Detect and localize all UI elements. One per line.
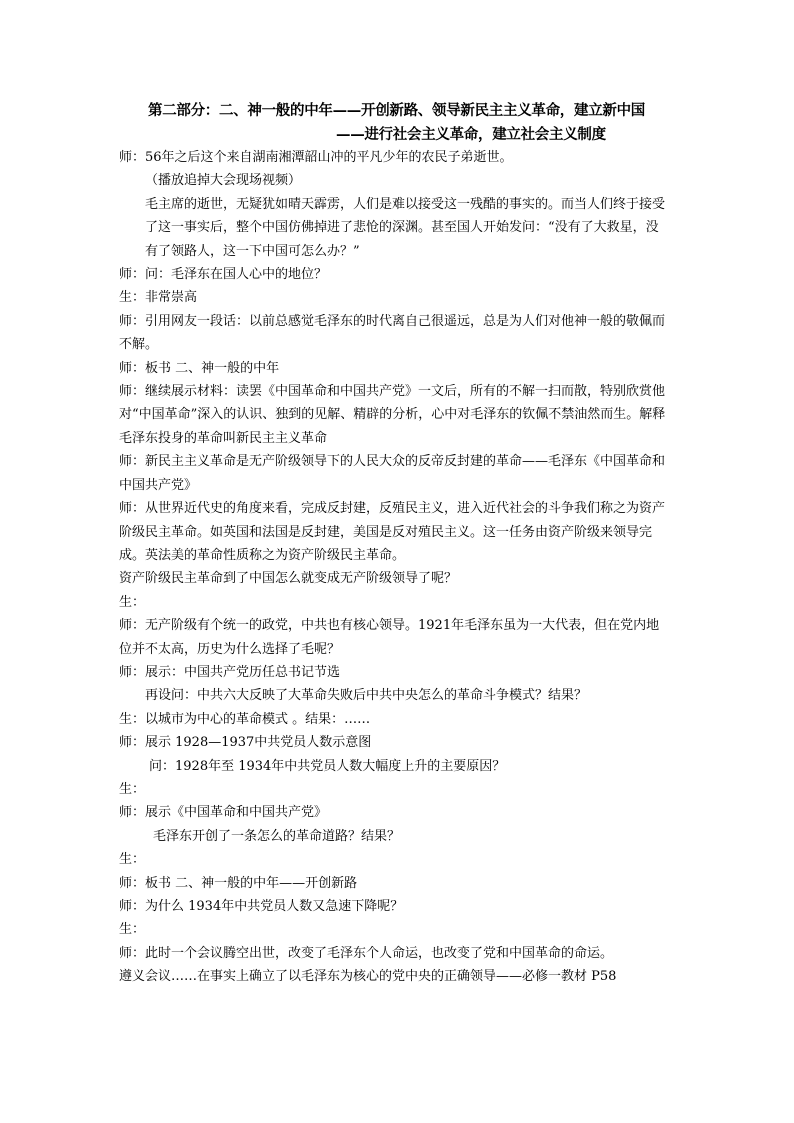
document-body [119, 146, 671, 989]
paragraph: 师：板书 二、神一般的中年——开创新路 [119, 875, 358, 891]
paragraph: 生： [119, 852, 146, 868]
paragraph: 毛主席的逝世，无疑犹如晴天霹雳，人们是难以接受这一残酷的事实的。而当人们终于接受了这一事实后，整个中国仿佛掉进了悲怆的深渊。甚至国人开始发问：“没有了大救星，没有了领路人，这一下中国可怎么办？” [145, 196, 666, 259]
paragraph: 师：56年之后这个来自湖南湘潭韶山冲的平凡少年的农民子弟逝世。 [119, 150, 513, 165]
paragraph: 生： [119, 594, 146, 610]
paragraph: 遵义会议……在事实上确立了以毛泽东为核心的党中央的正确领导——必修一教材 P58 [119, 969, 617, 985]
paragraph: （播放追掉大会现场视频） [145, 173, 302, 189]
paragraph: 师：此时一个会议腾空出世，改变了毛泽东个人命运，也改变了党和中国革命的命运。 [119, 945, 614, 961]
paragraph: 师：板书 二、神一般的中年 [119, 360, 280, 376]
paragraph: 师：为什么 1934年中共党员人数又急速下降呢？ [119, 899, 404, 914]
section-title-line-1: 第二部分：二、神一般的中年——开创新路、领导新民主主义革命，建立新中国 [148, 102, 645, 119]
paragraph: 师：无产阶级有个统一的政党，中共也有核心领导。1921年毛泽东虽为一大代表，但在党内地位并不太高，历史为什么选择了毛呢？ [119, 618, 660, 657]
paragraph: 再设问：中共六大反映了大革命失败后中共中央怎么的革命斗争模式？结果？ [145, 688, 588, 704]
paragraph: 师：继续展示材料：读罢《中国革命和中国共产党》一文后，所有的不解一扫而散，特别欣赏他对“中国革命”深入的认识、独到的见解、精辟的分析，心中对毛泽东的钦佩不禁油然而生。解释毛泽东投身的革命叫新民主主义革命 [119, 384, 666, 446]
paragraph: 生： [119, 781, 146, 797]
paragraph: 师：新民主主义革命是无产阶级领导下的人民大众的反帝反封建的革命——毛泽东《中国革命和中国共产党》 [119, 454, 666, 493]
paragraph: 生：非常崇高 [119, 290, 198, 306]
paragraph: 师：问：毛泽东在国人心中的地位？ [119, 267, 328, 283]
paragraph: 问：1928年至 1934年中共党员人数大幅度上升的主要原因？ [149, 758, 506, 774]
paragraph: 师：展示《中国革命和中国共产党》 [119, 805, 328, 821]
paragraph: 生： [119, 922, 146, 938]
paragraph: 师：从世界近代史的角度来看，完成反封建，反殖民主义，进入近代社会的斗争我们称之为资产阶级民主革命。如英国和法国是反封建，美国是反对殖民主义。这一任务由资产阶级来领导完成。英法美的革命性质称之为资产阶级民主革命。 [119, 501, 666, 563]
paragraph: 资产阶级民主革命到了中国怎么就变成无产阶级领导了呢？ [119, 571, 458, 587]
paragraph: 毛泽东开创了一条怎么的革命道路？结果？ [153, 828, 401, 844]
paragraph: 师：引用网友一段话：以前总感觉毛泽东的时代离自己很遥远，总是为人们对他神一般的敬佩而不解。 [119, 313, 666, 353]
paragraph: 师：展示 1928—1937中共党员人数示意图 [119, 735, 372, 751]
paragraph: 生：以城市为中心的革命模式 。结果：…… [119, 711, 371, 727]
section-title-line-2: ——进行社会主义革命，建立社会主义制度 [336, 126, 606, 143]
paragraph: 师：展示：中国共产党历任总书记节选 [119, 664, 341, 680]
